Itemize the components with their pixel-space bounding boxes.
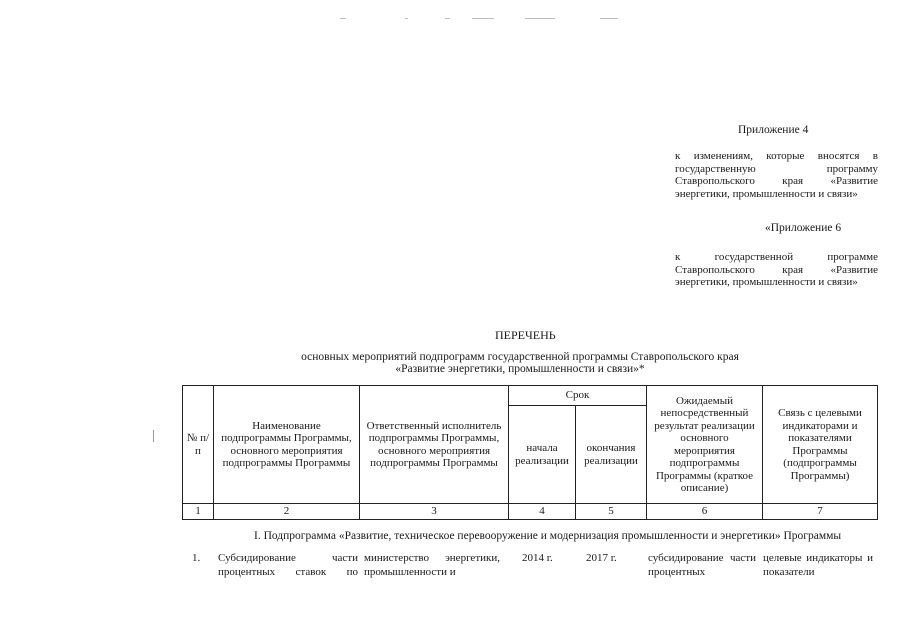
row-link: целевые индикаторы и показатели (763, 552, 873, 578)
header-end: окончания реализации (576, 406, 647, 504)
scan-noise (405, 18, 408, 19)
header-num: № п/п (183, 386, 214, 504)
appendix-6-title: «Приложение 6 (765, 222, 842, 234)
column-number: 6 (647, 504, 763, 520)
row-end: 2017 г. (586, 552, 617, 564)
row-name: Субсидирование части процентных ставок по (218, 552, 358, 578)
column-number: 1 (183, 504, 214, 520)
row-result: субсидирование части процентных (648, 552, 756, 578)
header-responsible: Ответственный исполнитель подпрограммы Программы, основного мероприятия подпрограммы Программы (360, 386, 509, 504)
column-number: 5 (576, 504, 647, 520)
column-number: 2 (214, 504, 360, 520)
column-number: 4 (509, 504, 576, 520)
subtitle-line-1: основных мероприятий подпрограмм государственной программы Ставропольского края (301, 351, 739, 363)
document-title: ПЕРЕЧЕНЬ (495, 328, 556, 342)
scan-noise (525, 18, 555, 19)
scan-noise (472, 18, 494, 19)
header-start: начала реализации (509, 406, 576, 504)
appendix-4-title: Приложение 4 (738, 124, 809, 136)
document-subtitle (230, 352, 810, 375)
row-start: 2014 г. (522, 552, 553, 564)
header-result: Ожидаемый непосредственный результат реализации основного мероприятия подпрограммы Программы (краткое описание) (647, 386, 763, 504)
section-title: I. Подпрограмма «Развитие, техническое перевооружение и модернизация промышленности и энергетики» Программы (254, 530, 842, 542)
activities-table (182, 385, 878, 520)
header-name: Наименование подпрограммы Программы, основного мероприятия подпрограммы Программы (214, 386, 360, 504)
row-number: 1. (192, 552, 201, 564)
scan-noise (600, 18, 618, 19)
appendix-6-text: к государственной программе Ставропольского края «Развитие энергетики, промышленности и связи» (675, 251, 878, 288)
header-term: Срок (509, 386, 647, 406)
column-number: 3 (360, 504, 509, 520)
margin-mark (153, 430, 154, 442)
scan-noise (340, 18, 346, 19)
header-link: Связь с целевыми индикаторами и показателями Программы (подпрограммы Программы) (763, 386, 878, 504)
row-responsible: министерство энергетики, промышленности и (364, 552, 500, 578)
column-number: 7 (763, 504, 878, 520)
scan-noise (445, 18, 450, 19)
appendix-4-text: к изменениям, которые вносятся в государственную программу Ставропольского края «Развитие энергетики, промышленности и связи» (675, 150, 878, 200)
subtitle-line-2: «Развитие энергетики, промышленности и связи»* (395, 362, 645, 375)
